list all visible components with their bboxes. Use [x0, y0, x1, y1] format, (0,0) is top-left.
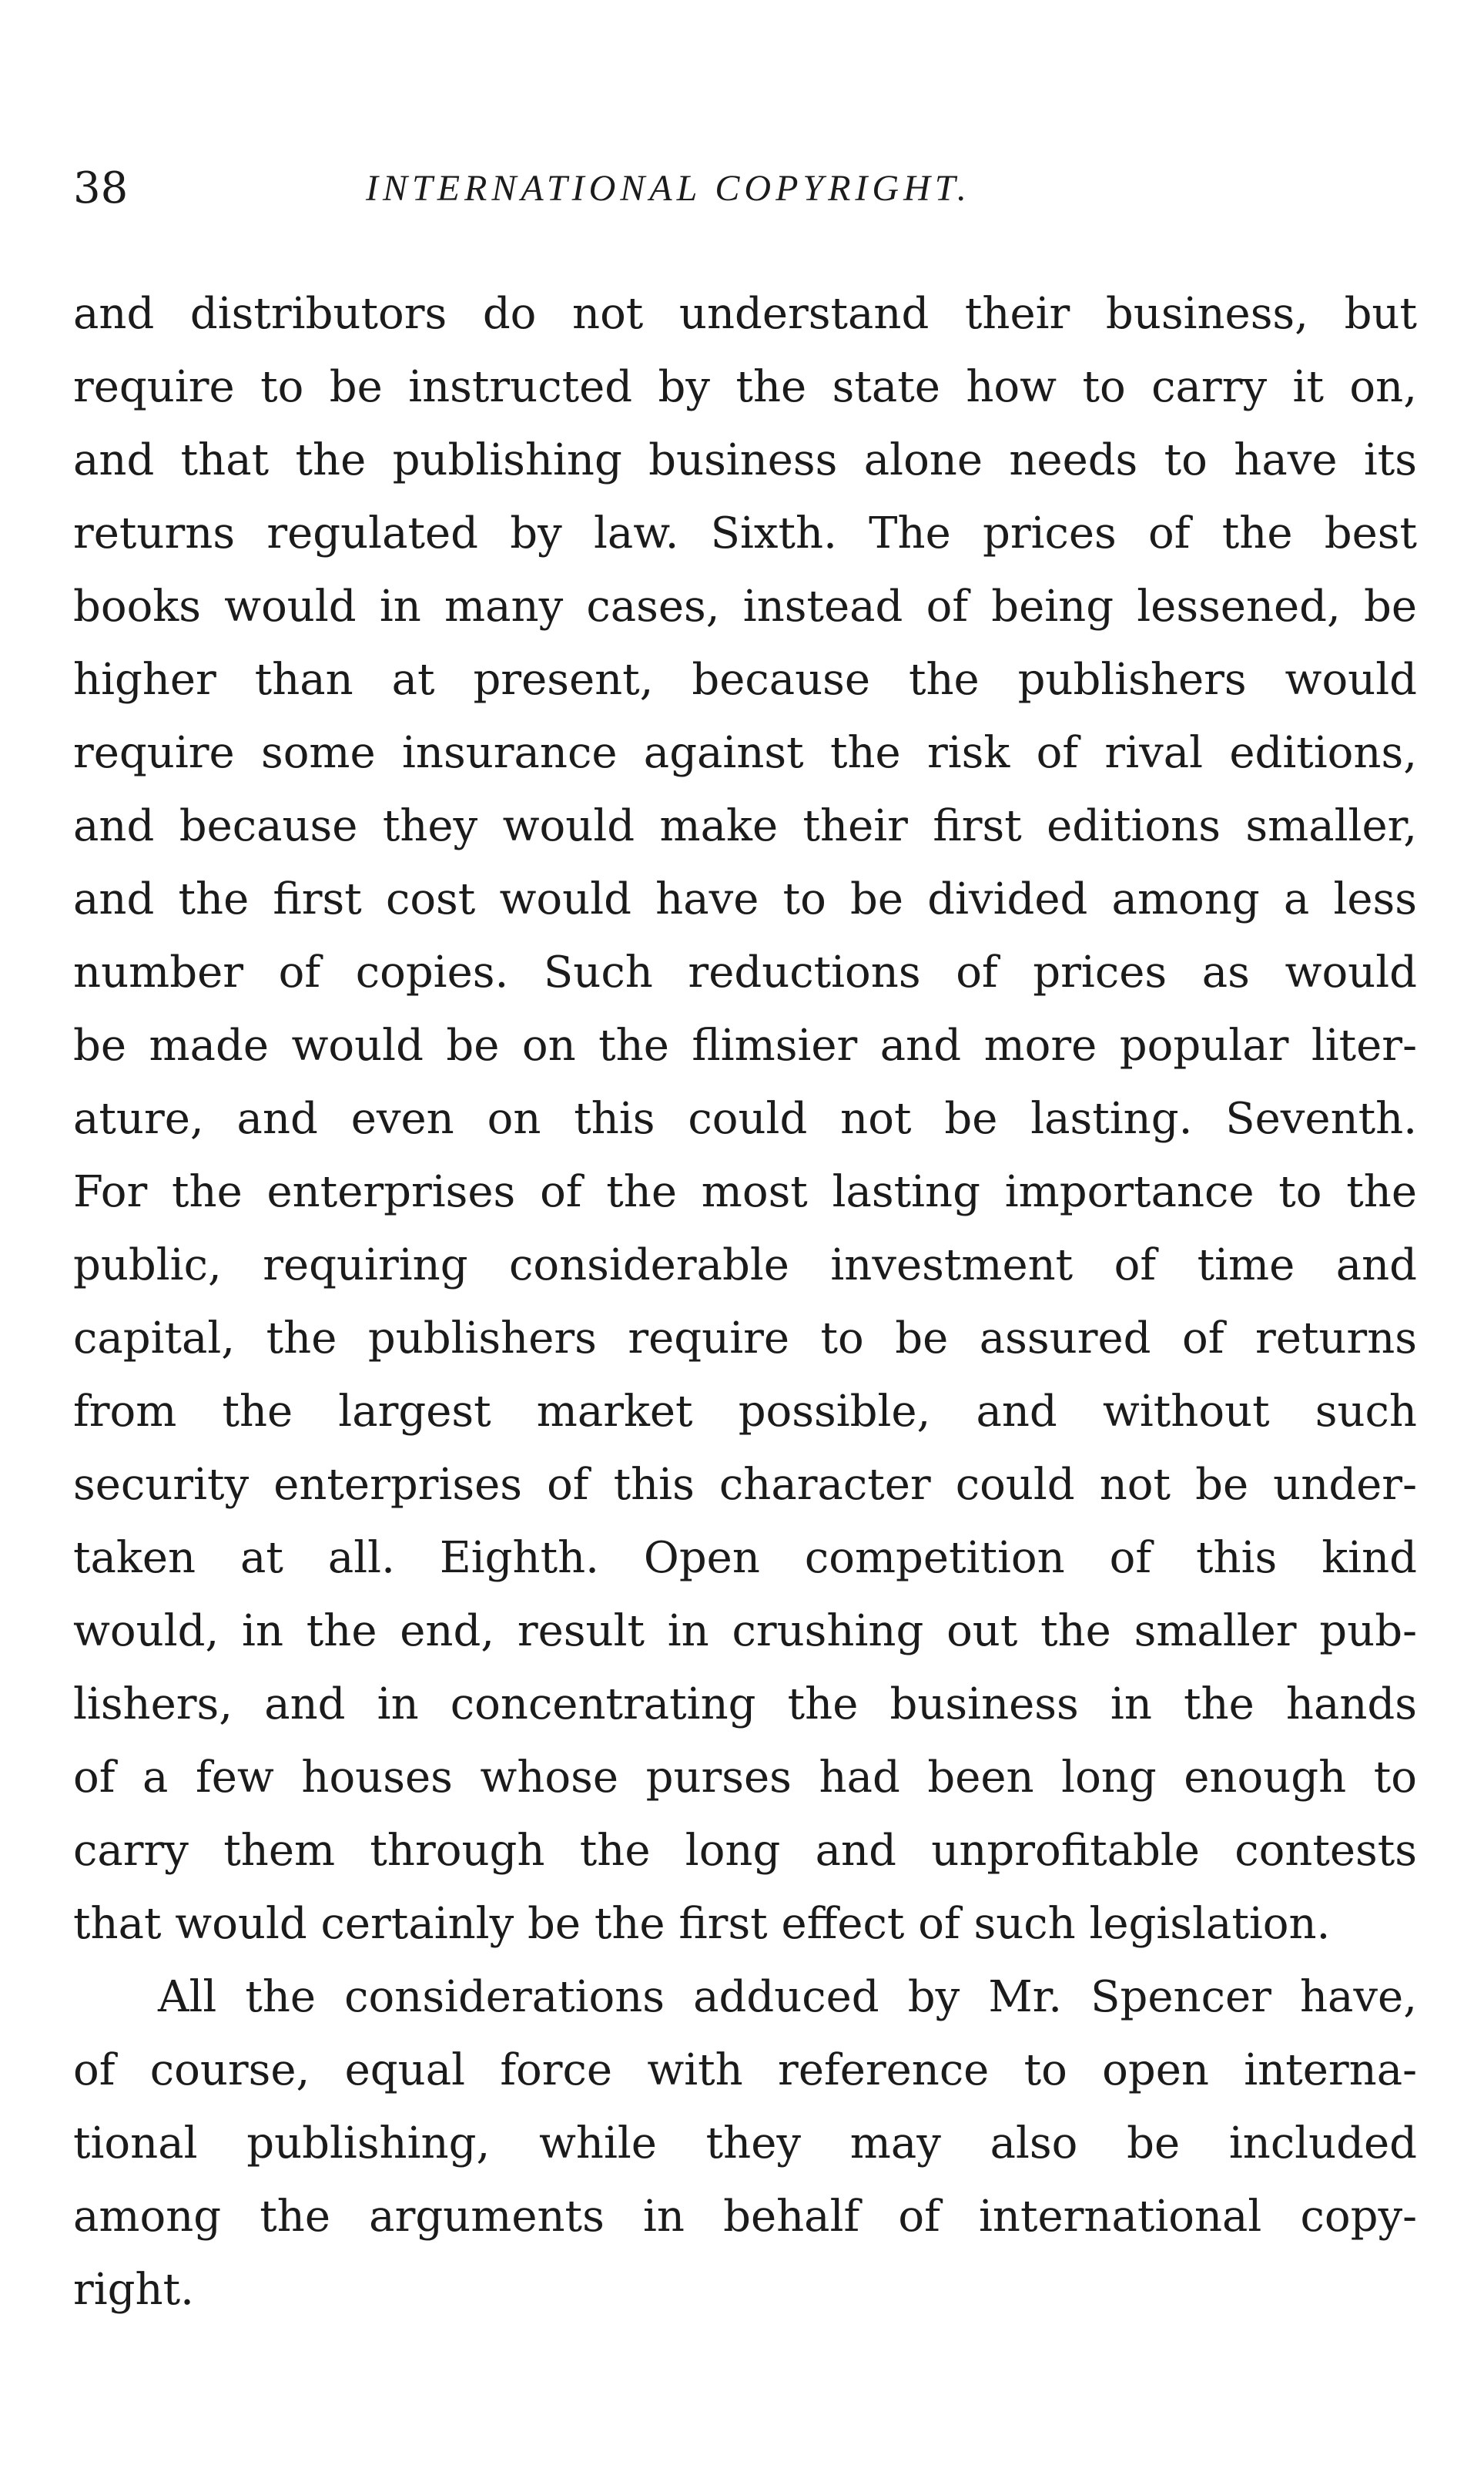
text-line: public, requiring considerable investment of time and: [73, 1240, 1417, 1290]
page-number: 38: [73, 163, 129, 213]
text-line: higher than at present, because the publishers would: [73, 655, 1417, 705]
text-line: and because they would make their first editions smaller,: [73, 801, 1417, 851]
text-line: from the largest market possible, and without such: [73, 1387, 1417, 1437]
text-line: and that the publishing business alone needs to have its: [73, 435, 1417, 485]
text-line: of course, equal force with reference to open interna-: [73, 2045, 1417, 2095]
text-line: taken at all. Eighth. Open competition of this kind: [73, 1533, 1417, 1583]
text-line: be made would be on the flimsier and more popular liter-: [73, 1021, 1417, 1071]
text-line: that would certainly be the first effect of such legislation.: [73, 1899, 1331, 1949]
paragraph-1: [73, 277, 1417, 1960]
text-line: and the first cost would have to be divided among a less: [73, 874, 1417, 924]
text-line: require some insurance against the risk of rival editions,: [73, 728, 1417, 778]
text-line: All the considerations adduced by Mr. Spencer have,: [158, 1972, 1417, 2022]
text-line: number of copies. Such reductions of prices as would: [73, 947, 1417, 998]
text-line: carry them through the long and unprofitable contests: [73, 1826, 1417, 1876]
text-line: right.: [73, 2265, 194, 2315]
text-line: returns regulated by law. Sixth. The prices of the best: [73, 508, 1417, 558]
text-line: would, in the end, result in crushing out the smaller pub-: [73, 1606, 1417, 1656]
text-line: of a few houses whose purses had been long enough to: [73, 1752, 1417, 1803]
running-head: [73, 158, 1429, 220]
text-line: books would in many cases, instead of being lessened, be: [73, 582, 1417, 632]
body-text: [73, 277, 1417, 2326]
running-title: INTERNATIONAL COPYRIGHT.: [366, 168, 971, 209]
text-line: security enterprises of this character could not be under-: [73, 1460, 1417, 1510]
text-line: tional publishing, while they may also be included: [73, 2118, 1417, 2168]
paragraph-2: [73, 1960, 1417, 2326]
text-line: lishers, and in concentrating the business in the hands: [73, 1679, 1417, 1729]
text-line: capital, the publishers require to be assured of returns: [73, 1313, 1417, 1363]
text-line: ature, and even on this could not be lasting. Seventh.: [73, 1094, 1417, 1144]
text-line: among the arguments in behalf of international copy-: [73, 2192, 1417, 2242]
text-line: require to be instructed by the state how to carry it on,: [73, 362, 1417, 412]
text-line: For the enterprises of the most lasting importance to the: [73, 1167, 1417, 1217]
text-line: and distributors do not understand their business, but: [73, 289, 1417, 339]
